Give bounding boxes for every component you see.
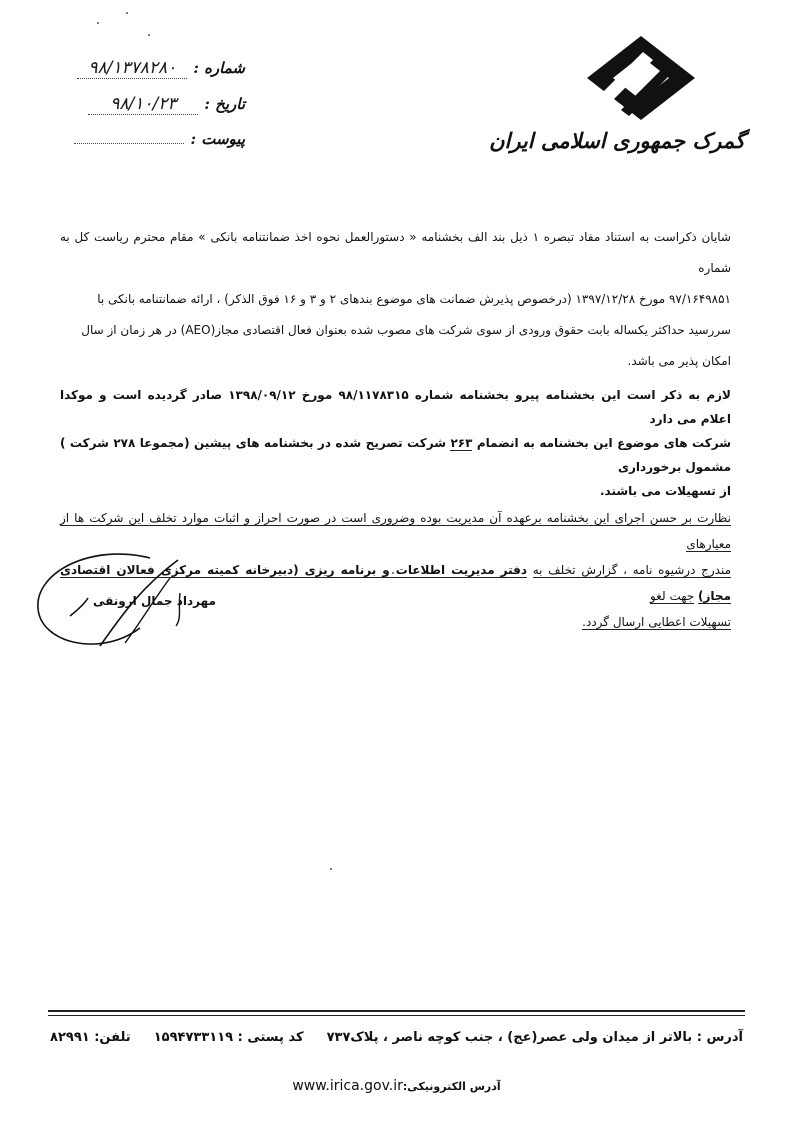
company-count: ۲۶۳ bbox=[450, 436, 473, 450]
letter-meta bbox=[55, 58, 245, 166]
organization-name: گمرک جمهوری اسلامی ایران bbox=[489, 128, 745, 153]
p1-line-2: ۹۷/۱۶۴۹۸۵۱ مورخ ۱۳۹۷/۱۲/۲۸ (درخصوص پذیرش ضمانت های موضوع بندهای ۲ و ۳ و ۱۶ فوق الذکر) ، ارائه ضمانتنامه بانکی با bbox=[97, 292, 731, 306]
letter-date: ۹۸/۱۰/۲۳ bbox=[88, 94, 198, 115]
p2-line-2a: شرکت های موضوع این بخشنامه به انضمام bbox=[476, 436, 731, 450]
p2-line-2b: شرکت تصریح شده در بخشنامه های پیشین (مجموعا ۲۷۸ شرکت ) مشمول برخورداری bbox=[60, 436, 731, 474]
scan-speck bbox=[97, 22, 99, 24]
p3-line-2a: مندرج درشیوه نامه ، گزارش تخلف به bbox=[532, 563, 731, 577]
p3-line-2c: جهت لغو bbox=[649, 589, 695, 603]
irica-logo-icon bbox=[581, 30, 701, 126]
p2-line-3: از تسهیلات می باشند. bbox=[599, 484, 731, 498]
footer-postal-code: کد پستی : ۱۵۹۴۷۳۳۱۱۹ bbox=[153, 1030, 304, 1045]
number-row bbox=[55, 58, 245, 94]
paragraph-1 bbox=[60, 222, 731, 377]
p3-line-1: نظارت بر حسن اجرای این بخشنامه برعهده آن مدیریت بوده وضروری است در صورت احراز و اثبات موارد تخلف این شرکت ها از معیارهای bbox=[60, 511, 731, 551]
footer-contact bbox=[50, 1030, 743, 1045]
footer-address: آدرس : بالاتر از میدان ولی عصر(عج) ، جنب کوچه ناصر ، پلاک۷۳۷ bbox=[326, 1030, 743, 1045]
footer-phone: تلفن: ۸۲۹۹۱ bbox=[50, 1030, 131, 1045]
letter-number: ۹۸/۱۳۷۸۲۸۰ bbox=[77, 58, 187, 79]
attachment-row bbox=[55, 130, 245, 166]
signatory-name: مهرداد جمال ارونقی bbox=[93, 594, 216, 608]
website-link[interactable]: www.irica.gov.ir bbox=[292, 1078, 403, 1094]
attachment-label: پیوست : bbox=[190, 130, 245, 148]
p1-line-3: سررسید حداکثر یکساله بابت حقوق ورودی از سوی شرکت های مصوب شده بعنوان فعال اقتصادی مجاز(AEO) در هر زمان از سال bbox=[81, 323, 731, 337]
attachment-value bbox=[74, 143, 184, 144]
footer-divider bbox=[48, 1015, 745, 1016]
footer-website bbox=[0, 1078, 793, 1094]
website-label: آدرس الکترونیکی: bbox=[402, 1080, 501, 1093]
p1-line-4: امکان پذیر می باشد. bbox=[627, 354, 731, 368]
p3-line-3: تسهیلات اعطایی ارسال گردد. bbox=[582, 615, 731, 629]
footer-divider bbox=[48, 1010, 745, 1012]
date-label: تاریخ : bbox=[204, 95, 245, 113]
p1-line-1: شایان ذکراست به استناد مفاد تبصره ۱ ذیل بند الف بخشنامه « دستورالعمل نحوه اخذ ضمانتنامه بانکی » مقام محترم ریاست کل به شماره bbox=[60, 230, 731, 275]
scan-speck bbox=[126, 12, 128, 14]
handwritten-signature bbox=[30, 548, 260, 668]
p3-line-2b: دفتر مدیریت اطلاعات و برنامه ریزی (دبیرخانه کمیته مرکزی فعالان اقتصادی مجاز) bbox=[60, 563, 731, 603]
scan-speck bbox=[148, 34, 150, 36]
scan-speck bbox=[330, 868, 332, 870]
paragraph-2 bbox=[60, 383, 731, 503]
date-row bbox=[55, 94, 245, 130]
number-label: شماره : bbox=[193, 59, 245, 77]
p2-line-1: لازم به ذکر است این بخشنامه پیرو بخشنامه شماره ۹۸/۱۱۷۸۳۱۵ مورخ ۱۳۹۸/۰۹/۱۲ صادر گردیده است و موکدا اعلام می دارد bbox=[60, 388, 731, 426]
